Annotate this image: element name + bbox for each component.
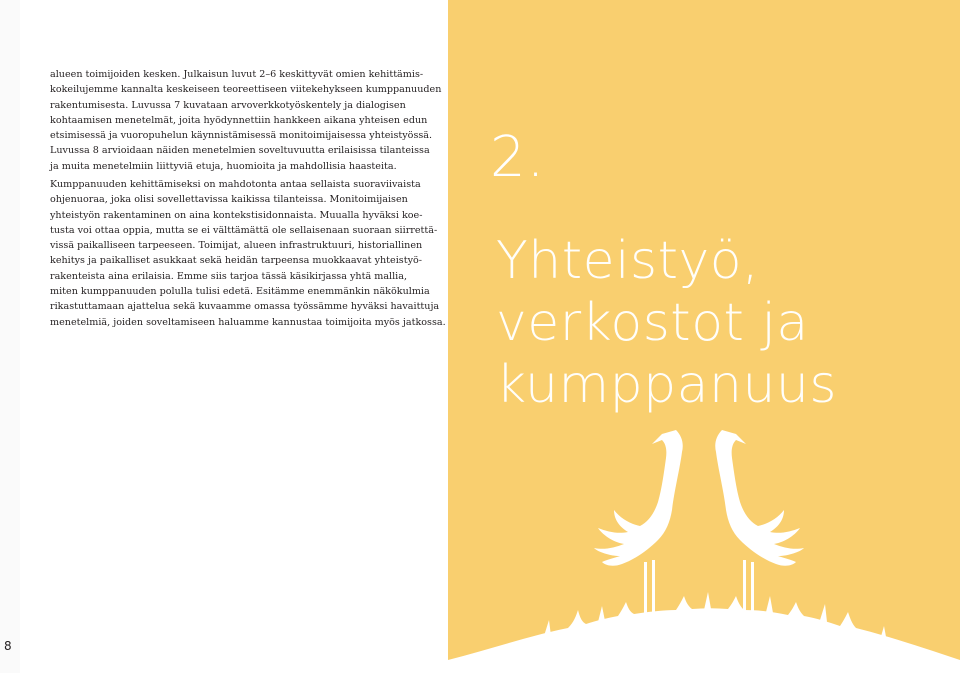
chapter-title <box>496 230 837 416</box>
text-line: etsimisessä ja vuoropuhelun käynnistämisessä monitoimijaisessa yhteistyössä. <box>50 130 433 142</box>
text-line: yhteistyön rakentaminen on aina kontekstisidonnaista. Muualla hyväksi koe- <box>50 209 423 221</box>
cranes-icon <box>448 410 960 673</box>
text-line: miten kumppanuuden polulla tulisi edetä. Esitämme enemmänkin näkökulmia <box>50 286 430 298</box>
chapter-number: 2. <box>490 125 546 190</box>
chapter-title-line: verkostot ja <box>496 293 809 353</box>
text-line: Kumppanuuden kehittämiseksi on mahdotonta antaa sellaista suoraviivaista <box>50 179 421 190</box>
chapter-title-line: Yhteistyö, <box>496 231 760 291</box>
text-line: rikastuttamaan ajattelua sekä kuvaamme omassa työssämme hyväksi havaittuja <box>50 301 440 313</box>
text-line: rakenteista aina erilaisia. Emme siis tarjoa tässä käsikirjassa yhtä mallia, <box>50 270 408 282</box>
chapter-title-line: kumppanuus <box>496 355 837 415</box>
left-page <box>0 0 448 673</box>
text-line: rakentumisesta. Luvussa 7 kuvataan arvoverkkotyöskentely ja dialogisen <box>50 99 406 111</box>
page-gutter <box>0 0 20 673</box>
text-line: ja muita menetelmiin liittyviä etuja, huomioita ja mahdollisia haasteita. <box>50 160 397 172</box>
text-line: ohjenuoraa, joka olisi sovellettavissa kaikissa tilanteissa. Monitoimijaisen <box>50 194 408 206</box>
body-paragraph-1 <box>50 67 442 174</box>
text-line: vissä paikalliseen tarpeeseen. Toimijat, alueen infrastruktuuri, historiallinen <box>50 240 423 252</box>
text-line: kehitys ja paikalliset asukkaat sekä heidän tarpeensa muokkaavat yhteistyö- <box>50 255 423 267</box>
text-line: alueen toimijoiden kesken. Julkaisun luvut 2–6 keskittyvät omien kehittämis- <box>50 69 424 80</box>
page-number: 8 <box>4 639 12 653</box>
body-paragraph-2 <box>50 177 446 330</box>
text-line: tusta voi ottaa oppia, mutta se ei välttämättä ole sellaisenaan suoraan siirrettä- <box>50 224 438 236</box>
text-line: menetelmiä, joiden soveltamiseen haluamme kannustaa toimijoita myös jatkossa. <box>50 316 446 328</box>
text-line: kokeilujemme kannalta keskeiseen teoreettiseen viitekehykseen kumppanuuden <box>50 84 442 96</box>
text-line: kohtaamisen menetelmät, joita hyödynnettiin hankkeen aikana yhteisen edun <box>50 114 428 126</box>
text-line: Luvussa 8 arvioidaan näiden menetelmien soveltuvuutta erilaisissa tilanteissa <box>50 145 430 157</box>
chapter-opener-page <box>448 0 960 673</box>
